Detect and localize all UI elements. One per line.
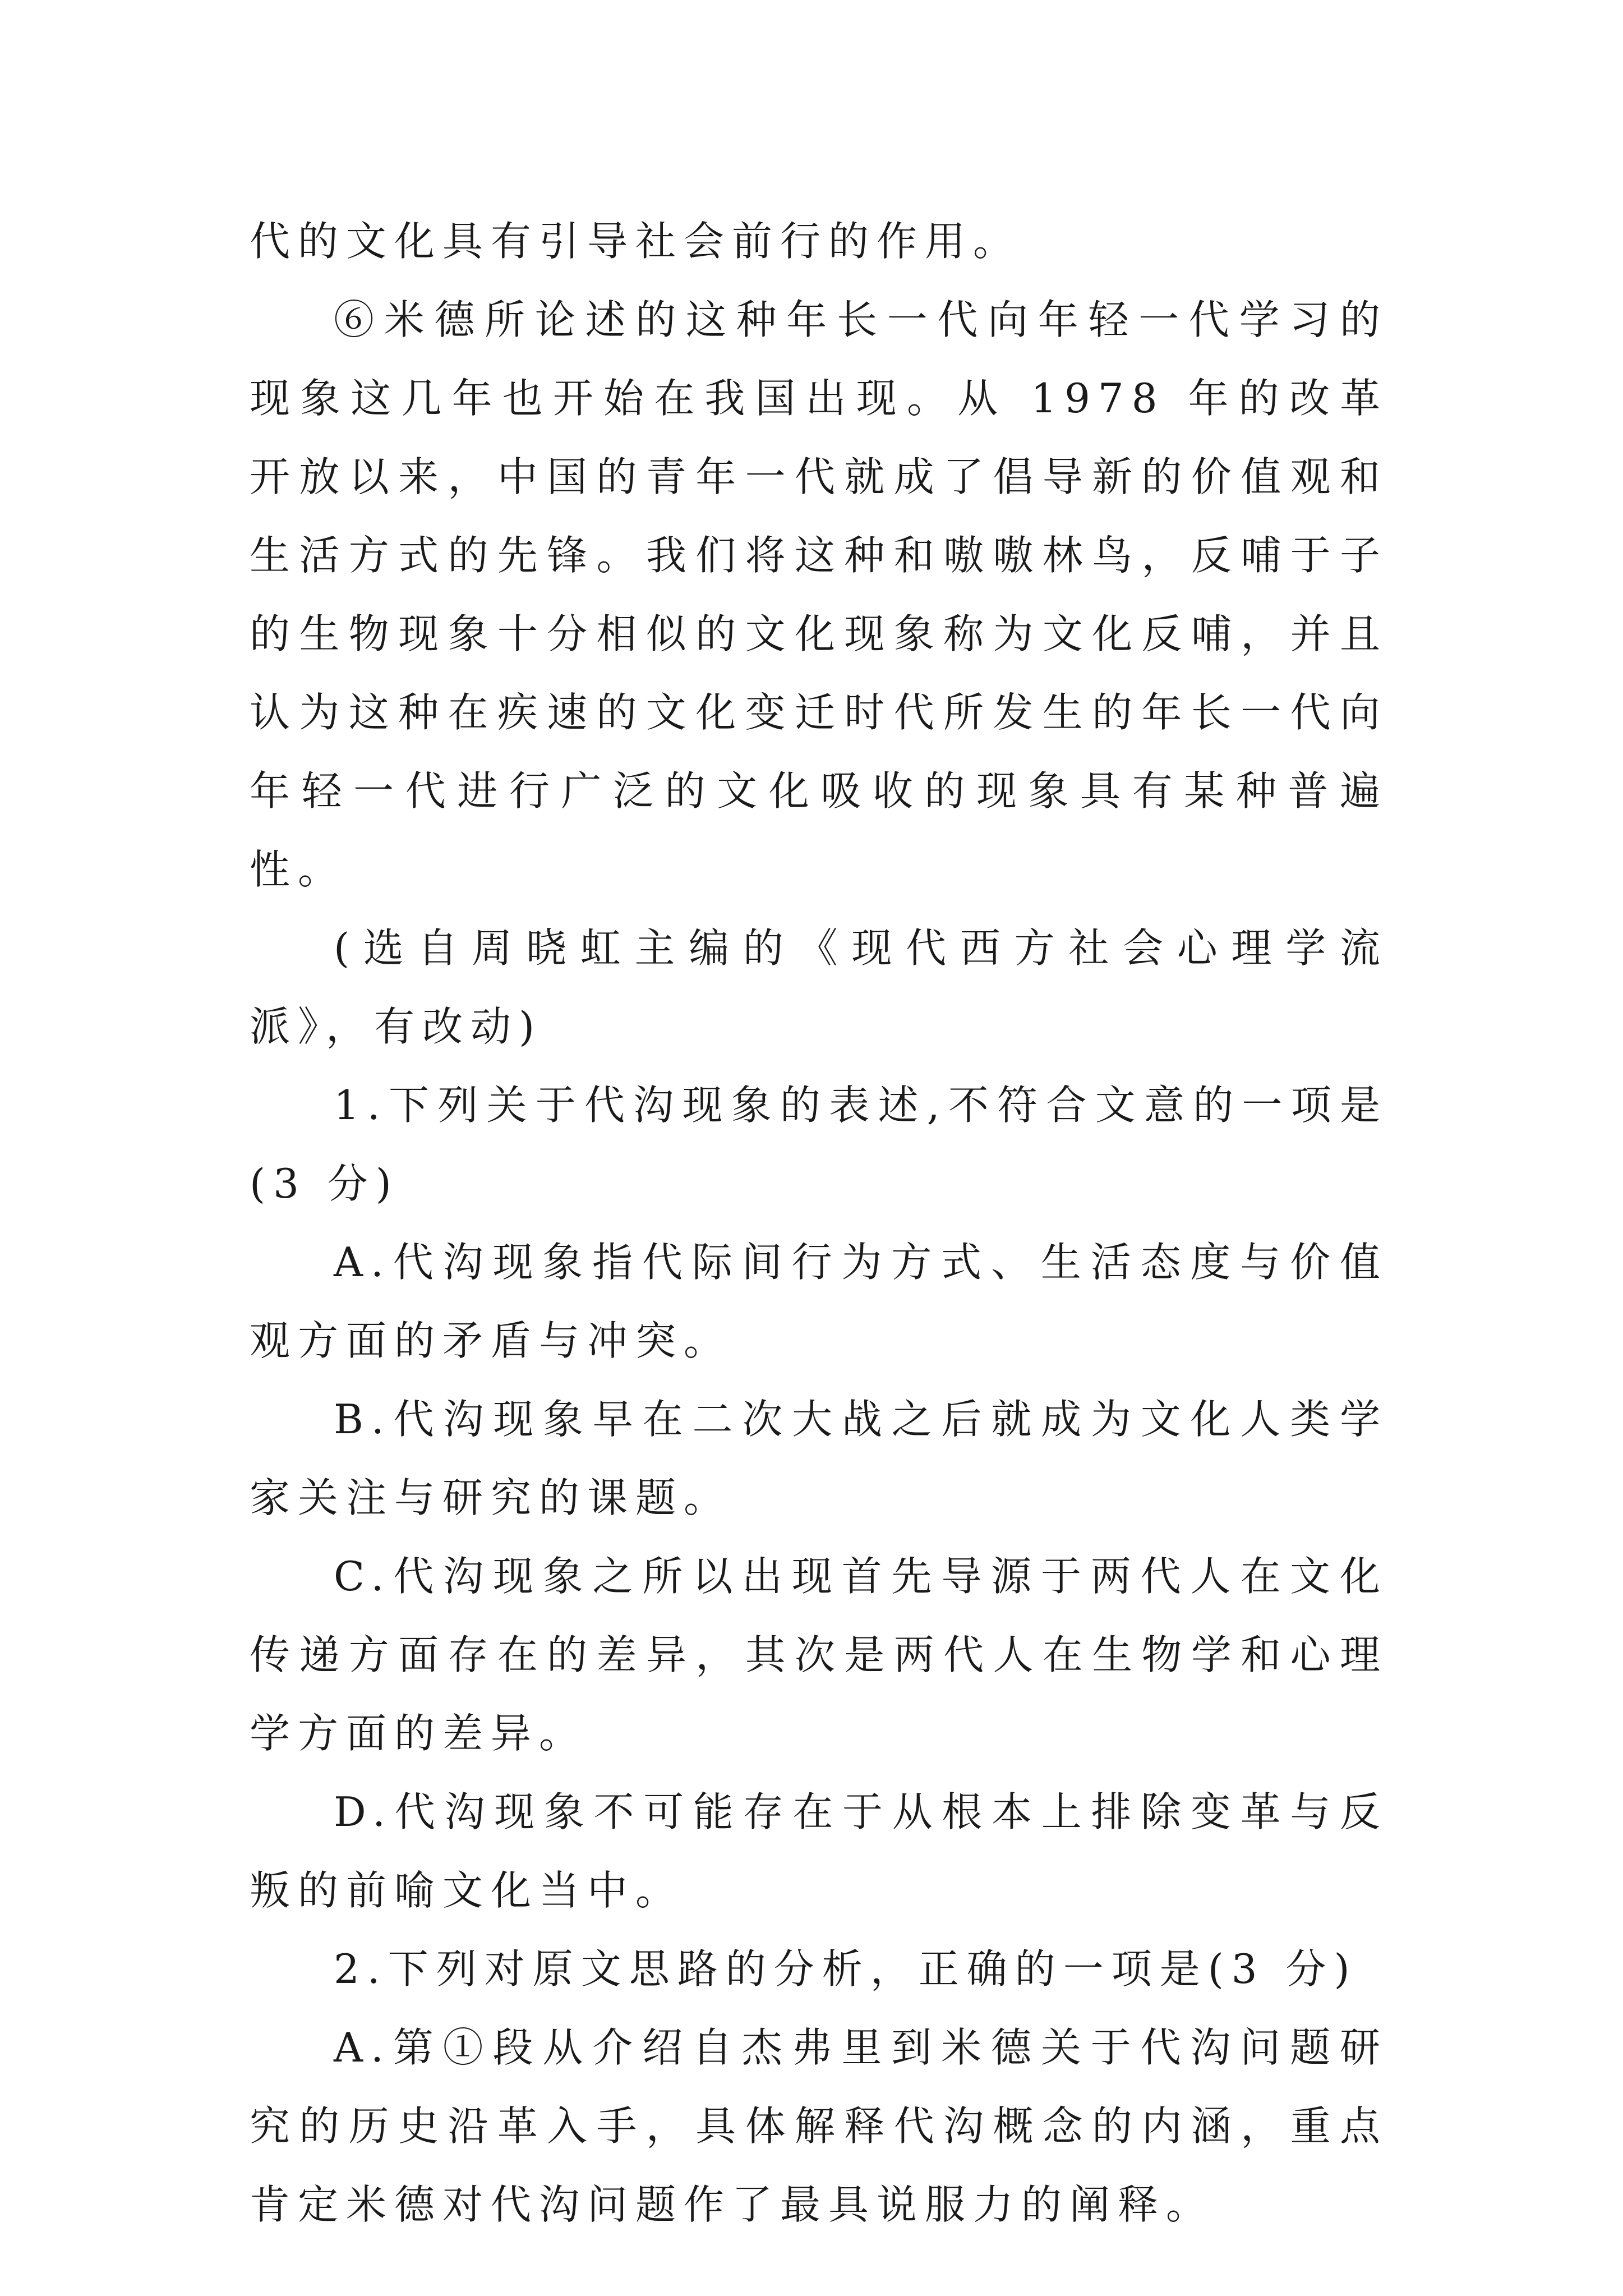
question-2-option-a: A.第①段从介绍自杰弗里到米德关于代沟问题研究的历史沿革入手，具体解释代沟概念的内涵，重点肯定米德对代沟问题作了最具说服力的阐释。 xyxy=(250,2024,1388,2228)
source-citation: (选自周晓虹主编的《现代西方社会心理学流派》，有改动) xyxy=(250,924,1388,1050)
paragraph-continuation: 代的文化具有引导社会前行的作用。 xyxy=(250,218,1022,265)
document-body xyxy=(250,202,1388,2244)
question-1-option-b: B.代沟现象早在二次大战之后就成为文化人类学家关注与研究的课题。 xyxy=(250,1396,1388,1521)
question-1-option-c: C.代沟现象之所以出现首先导源于两代人在文化传递方面存在的差异，其次是两代人在生物学和心理学方面的差异。 xyxy=(250,1553,1388,1757)
paragraph-6: ⑥米德所论述的这种年长一代向年轻一代学习的现象这几年也开始在我国出现。从 1978 年的改革开放以来，中国的青年一代就成了倡导新的价值观和生活方式的先锋。我们将这种和嗷嗷林鸟，反哺于子的生物现象十分相似的文化现象称为文化反哺，并且认为这种在疾速的文化变迁时代所发生的年长一代向年轻一代进行广泛的文化吸收的现象具有某种普遍性。 xyxy=(250,296,1388,893)
question-1-option-a: A.代沟现象指代际间行为方式、生活态度与价值观方面的矛盾与冲突。 xyxy=(250,1239,1388,1364)
question-1: 1.下列关于代沟现象的表述,不符合文意的一项是(3 分) xyxy=(250,1082,1388,1207)
question-1-option-d: D.代沟现象不可能存在于从根本上排除变革与反叛的前喻文化当中。 xyxy=(250,1788,1388,1914)
question-2: 2.下列对原文思路的分析，正确的一项是(3 分) xyxy=(334,1945,1358,1993)
